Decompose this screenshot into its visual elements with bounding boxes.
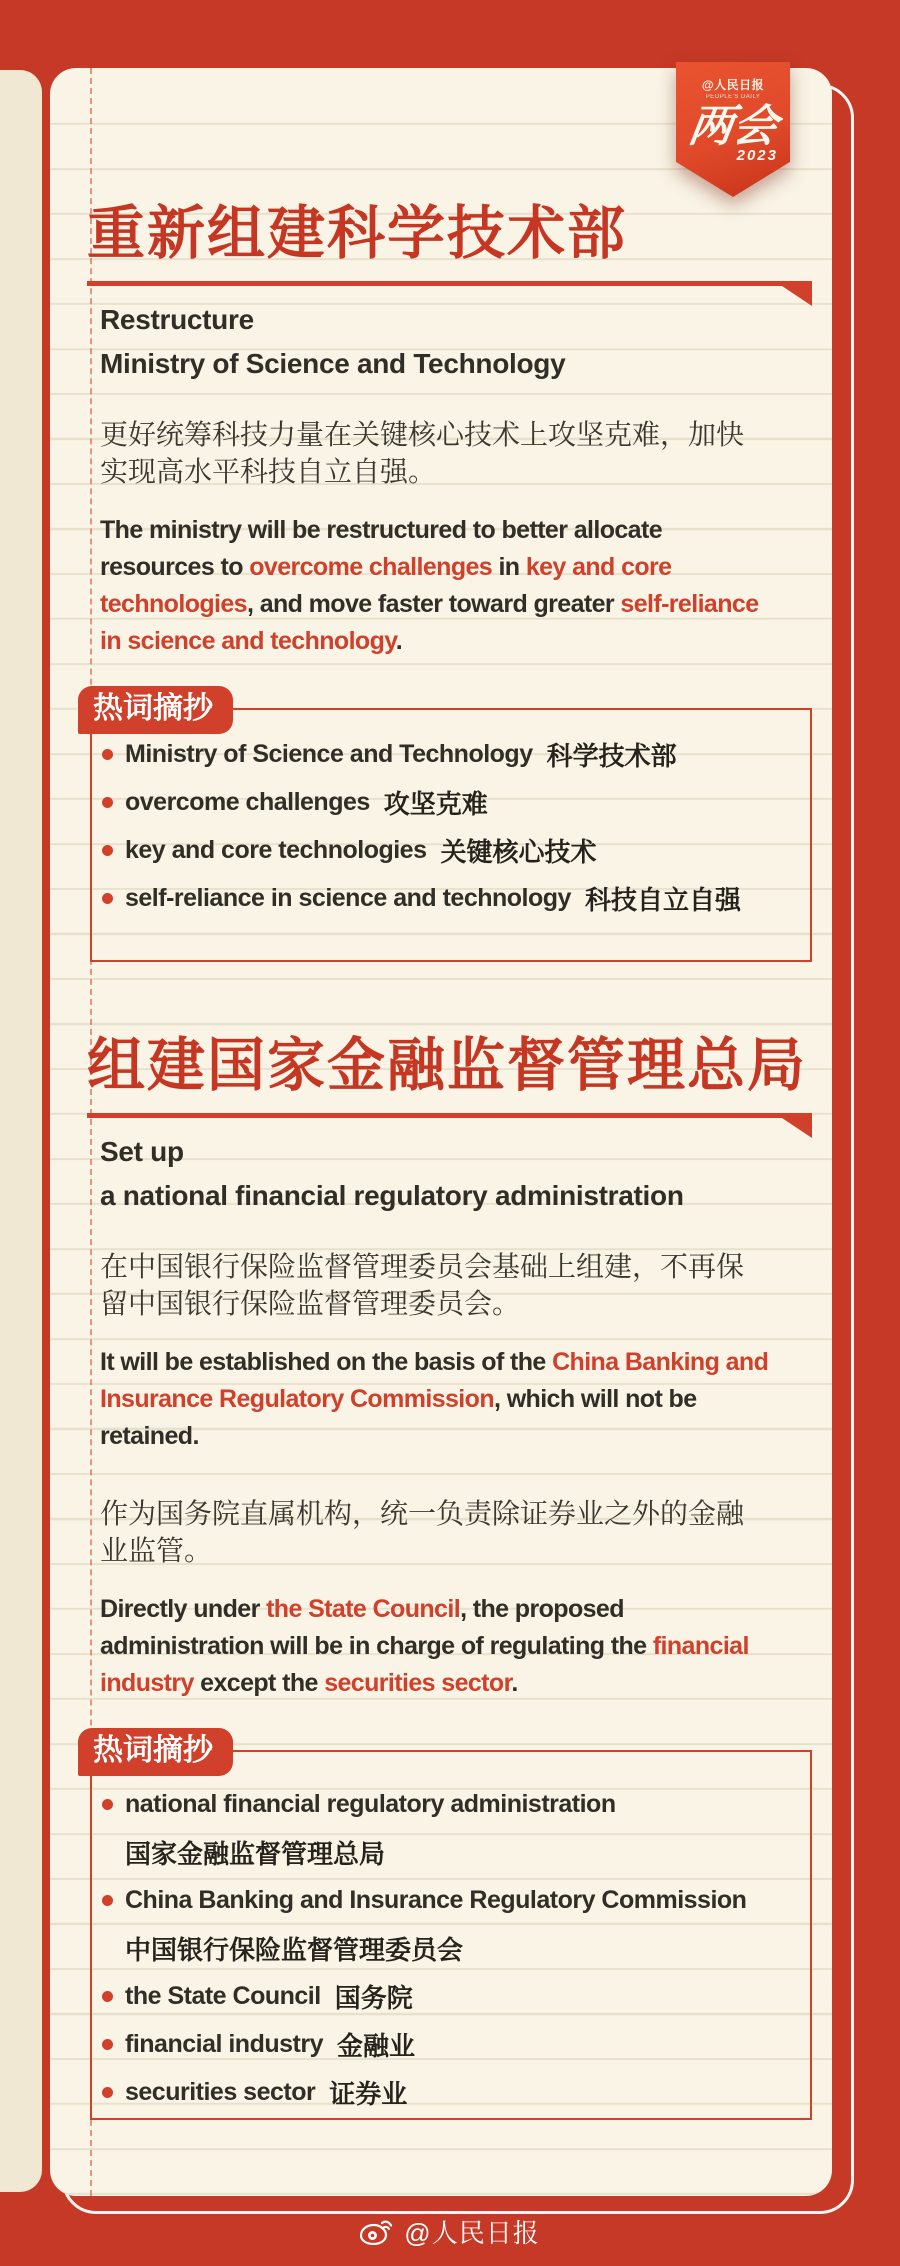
hotword-en: the State Council: [125, 1981, 321, 2010]
hotword-item: [102, 1876, 810, 1924]
hotword-en: key and core technologies: [125, 835, 427, 864]
bullet-icon: [102, 2087, 113, 2098]
hotword-item: [102, 2068, 810, 2116]
hotword-item: [102, 2020, 810, 2068]
bullet-icon: [102, 845, 113, 856]
paragraph-en: [100, 512, 772, 660]
bullet-icon: [102, 2039, 113, 2050]
bullet-icon: [102, 1799, 113, 1810]
hotword-zh: 证券业: [329, 2078, 408, 2109]
highlight-phrase: financial industry: [100, 1632, 749, 1697]
paragraph-en: [100, 1344, 772, 1455]
bullet-icon: [102, 797, 113, 808]
text-segment: It will be established on the basis of the: [100, 1348, 553, 1376]
hotword-en: overcome challenges: [125, 787, 370, 816]
hotword-en: China Banking and Insurance Regulatory Commission: [125, 1885, 747, 1914]
section-subtitle-line: a national financial regulatory administration: [100, 1180, 684, 1211]
paragraph-zh: [100, 1248, 752, 1322]
highlight-phrase: overcome challenges: [249, 553, 493, 581]
badge-event-title: 两会: [685, 102, 781, 151]
hotword-item: [102, 874, 810, 922]
badge-year: 2023: [736, 147, 778, 165]
hotword-en: national financial regulatory administration: [125, 1789, 616, 1818]
section-title: 组建国家金融监督管理总局: [87, 1033, 808, 1098]
hotword-zh: 科技自立自强: [584, 884, 741, 915]
section: [50, 202, 832, 962]
text-segment: in: [492, 553, 526, 581]
section-title: 重新组建科学技术部: [87, 201, 628, 266]
notebook-card: [50, 68, 832, 2196]
hotword-zh: 国务院: [334, 1982, 413, 2013]
paragraph-zh: [100, 416, 752, 490]
left-page-strip: [0, 70, 42, 2192]
section-subtitle: [100, 1130, 832, 1218]
paragraph-en: [100, 1591, 772, 1702]
bullet-icon: [102, 893, 113, 904]
footer-handle: @人民日报: [404, 2217, 540, 2248]
hotword-en: self-reliance in science and technology: [125, 883, 571, 912]
text-segment: 更好统筹科技力量在关键核心技术上攻坚克难，加快实现高水平科技自立自强。: [100, 419, 745, 487]
sections-container: [50, 68, 832, 2120]
text-segment: except the: [193, 1669, 325, 1697]
text-segment: 在中国银行保险监督管理委员会基础上组建，不再保留中国银行保险监督管理委员会。: [100, 1251, 745, 1319]
text-segment: Directly under: [100, 1595, 267, 1623]
hotword-en: financial industry: [125, 2029, 323, 2058]
text-segment: , which will not be retained.: [100, 1385, 697, 1450]
hotword-zh: 金融业: [336, 2030, 415, 2061]
hotwords-box: [90, 1750, 812, 2120]
text-segment: , and move faster toward greater: [247, 590, 621, 618]
hotword-zh: 科学技术部: [546, 740, 677, 771]
peoples-daily-logo: @人民日报: [701, 78, 765, 92]
section-subtitle-line: Restructure: [100, 304, 254, 335]
section-subtitle: [100, 298, 832, 386]
section-subtitle-line: Set up: [100, 1136, 184, 1167]
section: [50, 1034, 832, 2120]
highlight-phrase: the State Council: [266, 1595, 461, 1623]
title-underline: [87, 1113, 812, 1118]
highlight-phrase: securities sector: [324, 1669, 512, 1697]
bullet-icon: [102, 749, 113, 760]
hotword-item: [102, 1972, 810, 2020]
weibo-icon: [360, 2217, 394, 2245]
hotword-item: [102, 778, 810, 826]
text-segment: .: [511, 1669, 518, 1697]
hotword-item-zh-line: [102, 1828, 810, 1876]
title-underline: [87, 281, 812, 286]
section-paragraphs: [100, 1248, 832, 1702]
text-segment: The ministry will be restructured to better allocate resources to: [100, 516, 663, 581]
highlight-phrase: key and core technologies: [100, 553, 672, 618]
hotword-item: [102, 1780, 810, 1828]
hotword-en: securities sector: [125, 2077, 316, 2106]
peoples-daily-logo-sub: PEOPLE'S DAILY: [705, 94, 761, 100]
hotword-zh: 攻坚克难: [383, 788, 488, 819]
section-paragraphs: [100, 416, 832, 660]
highlight-phrase: self-reliance in science and technology: [100, 590, 759, 655]
text-segment: .: [395, 627, 403, 655]
hotword-zh: 中国银行保险监督管理委员会: [125, 1934, 464, 1965]
bullet-icon: [102, 1991, 113, 2002]
highlight-phrase: China Banking and Insurance Regulatory Commission: [100, 1348, 769, 1413]
hotword-item-zh-line: [102, 1924, 810, 1972]
text-segment: 作为国务院直属机构，统一负责除证券业之外的金融业监管。: [100, 1498, 745, 1566]
hotwords-label: 热词摘抄: [78, 686, 233, 734]
hotword-item: [102, 730, 810, 778]
hotwords-label: 热词摘抄: [78, 1728, 233, 1776]
footer-bar: [0, 2196, 900, 2266]
hotword-item: [102, 826, 810, 874]
section-subtitle-line: Ministry of Science and Technology: [100, 348, 566, 379]
hotword-zh: 关键核心技术: [440, 836, 597, 867]
lianghui-2023-badge: [676, 62, 790, 197]
hotword-zh: 国家金融监督管理总局: [125, 1838, 386, 1869]
text-segment: , the proposed administration will be in charge of regulating the: [100, 1595, 653, 1660]
hotword-en: Ministry of Science and Technology: [125, 739, 533, 768]
paragraph-zh: [100, 1495, 752, 1569]
hotwords-box: [90, 708, 812, 962]
bullet-icon: [102, 1895, 113, 1906]
